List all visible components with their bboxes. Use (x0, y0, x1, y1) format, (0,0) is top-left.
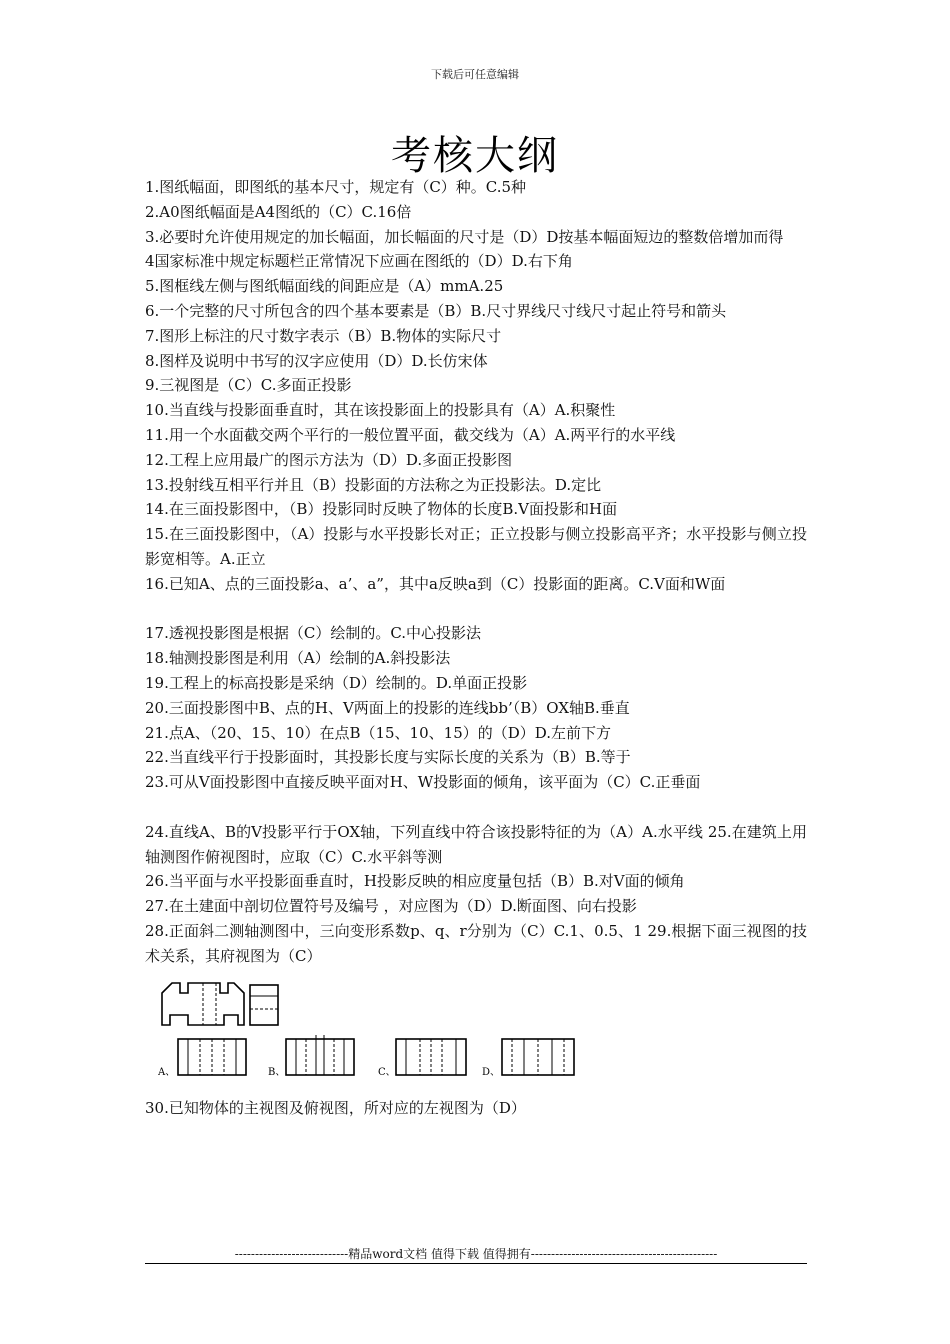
option-label: A、 (158, 1066, 176, 1078)
question-item: 3.必要时允许使用规定的加长幅面，加长幅面的尺寸是（D）D按基本幅面短边的整数倍增加而得 (145, 227, 784, 246)
question-item: 19.工程上的标高投影是采纳（D）绘制的。D.单面正投影 (145, 673, 528, 692)
question-item: 9.三视图是（C）C.多面正投影 (145, 376, 352, 395)
question-item: 18.轴测投影图是利用（A）绘制的A.斜投影法 (145, 649, 451, 668)
question-item: 20.三面投影图中B、点的H、V两面上的投影的连线bb’（B）OX轴B.垂直 (145, 698, 630, 717)
header-note: 下载后可任意编辑 (431, 68, 519, 81)
option-d-figure (502, 1039, 574, 1075)
question-item: 15.在三面投影图中，（A）投影与水平投影长对正；正立投影与侧立投影高平齐；水平投影与侧立投影宽相等。A.正立 (145, 525, 807, 568)
question-item: 27.在土建面中剖切位置符号及编号 ，对应图为（D）D.断面图、向右投影 (145, 897, 637, 916)
three-view-figure (158, 979, 588, 1083)
question-item: 24.直线A、B的V投影平行于OX轴，下列直线中符合该投影特征的为（A）A.水平线 25.在建筑上用轴测图作俯视图时，应取（C）C.水平斜等测 (145, 822, 807, 866)
option-c-figure (396, 1039, 466, 1075)
option-label: D、 (482, 1066, 501, 1078)
front-view (162, 983, 244, 1025)
option-b-figure (286, 1035, 354, 1075)
question-item: 26.当平面与水平投影面垂直时，H投影反映的相应度量包括（B）B.对V面的倾角 (145, 872, 685, 891)
question-item: 2.A0图纸幅面是A4图纸的（C）C.16倍 (145, 202, 412, 221)
page-title: 考核大纲 (391, 133, 559, 179)
footer-divider (145, 1263, 807, 1264)
question-item: 22.当直线平行于投影面时，其投影长度与实际长度的关系为（B）B.等于 (145, 748, 631, 767)
question-item: 6.一个完整的尺寸所包含的四个基本要素是（B）B.尺寸界线尺寸线尺寸起止符号和箭头 (145, 301, 727, 320)
blank-line (145, 795, 807, 820)
question-item: 8.图样及说明中书写的汉字应使用（D）D.长仿宋体 (145, 351, 488, 370)
question-item: 17.透视投影图是根据（C）绘制的。C.中心投影法 (145, 624, 482, 643)
question-item: 7.图形上标注的尺寸数字表示（B）B.物体的实际尺寸 (145, 326, 502, 345)
question-item: 28.正面斜二测轴测图中，三向变形系数p、q、r分别为（C）C.1、0.5、1 29.根据下面三视图的技术关系，其府视图为（C） (145, 921, 807, 965)
option-label: C、 (378, 1066, 396, 1078)
side-view (250, 985, 278, 1025)
question-item: 16.已知A、点的三面投影a、a’、a”，其中a反映a到（C）投影面的距离。C.V面和W面 (145, 574, 726, 593)
question-item: 4国家标准中规定标题栏正常情况下应画在图纸的（D）D.右下角 (145, 252, 573, 271)
question-item: 12.工程上应用最广的图示方法为（D）D.多面正投影图 (145, 450, 513, 469)
question-item: 11.用一个水面截交两个平行的一般位置平面，截交线为（A）A.两平行的水平线 (145, 425, 676, 444)
question-item: 14.在三面投影图中，（B）投影同时反映了物体的长度B.V面投影和H面 (145, 500, 618, 519)
question-item: 13.投射线互相平行并且（B）投影面的方法称之为正投影法。D.定比 (145, 475, 602, 494)
question-item: 23.可从V面投影图中直接反映平面对H、W投影面的倾角，该平面为（C）C.正垂面 (145, 773, 701, 792)
footer-text: ----------------------------精品word文档 值得下载 值得拥有---------------------------------------------- (234, 1247, 718, 1261)
question-item: 10.当直线与投影面垂直时，其在该投影面上的投影具有（A）A.积聚性 (145, 401, 616, 420)
option-a-figure (178, 1039, 246, 1075)
blank-line (145, 597, 807, 622)
question-item: 30.已知物体的主视图及俯视图，所对应的左视图为（D） (145, 1099, 526, 1118)
question-item: 5.图框线左侧与图纸幅面线的间距应是（A）mmA.25 (145, 277, 504, 296)
question-item: 21.点A、（20、15、10）在点B（15、10、15）的（D）D.左前下方 (145, 723, 612, 742)
question-item: 1.图纸幅面，即图纸的基本尺寸，规定有（C）种。C.5种 (145, 178, 527, 196)
document-body (145, 175, 807, 1121)
option-label: B、 (268, 1066, 286, 1078)
